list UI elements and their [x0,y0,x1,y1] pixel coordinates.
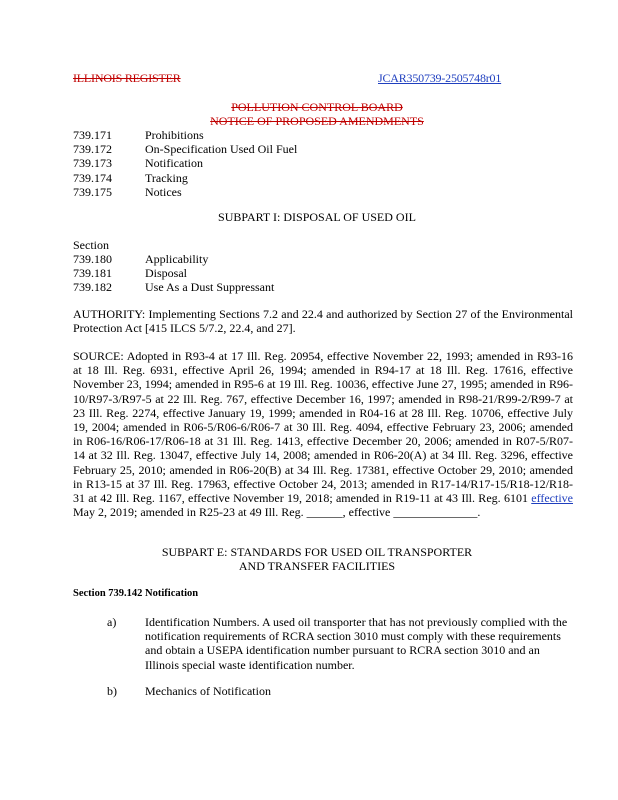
section-title: Disposal [145,266,187,281]
effective-link[interactable]: effective [531,491,573,506]
section-title: On-Specification Used Oil Fuel [145,142,298,157]
authority-paragraph: AUTHORITY: Implementing Sections 7.2 and 22.4 and authorized by Section 27 of the Environmental Protection Act [415 ILCS 5/7.2, 22.4, and 27]. [73,307,573,336]
board-title: POLLUTION CONTROL BOARD [231,100,403,114]
section-column-label: Section [73,238,109,252]
toc-row [73,252,274,266]
toc-row [73,185,297,199]
toc-row [73,266,274,280]
toc-row [73,128,297,142]
table-of-contents-1 [73,128,297,199]
item-text: Mechanics of Notification [145,684,271,698]
section-number: 739.182 [73,280,112,295]
section-number: 739.180 [73,252,112,266]
section-title: Use As a Dust Suppressant [145,280,275,295]
notice-title: NOTICE OF PROPOSED AMENDMENTS [210,114,424,128]
toc-row [73,171,297,185]
item-text: Identification Numbers. A used oil transporter that has not previously complied with the notification requirements of RCRA section 3010 must comply with these requirements and obtain a USEPA identification number pursuant to RCRA section 3010 and an Illinois special waste identification number. [145,615,568,672]
subpart-e-line2: AND TRANSFER FACILITIES [238,559,396,574]
section-title: Notification [145,156,203,171]
section-number: 739.172 [73,142,112,157]
jcar-code-link[interactable]: JCAR350739-2505748r01 [378,71,502,85]
source-text-end: May 2, 2019; amended in R25-23 at 49 Ill. Reg. ______, effective ______________. [73,505,481,520]
table-of-contents-2 [73,252,274,295]
source-paragraph [73,349,573,519]
section-title: Notices [145,184,182,199]
section-title: Prohibitions [145,128,204,142]
toc-row [73,142,297,156]
section-number: 739.181 [73,266,112,281]
section-heading: Section 739.142 Notification [73,588,199,599]
subpart-i-heading: SUBPART I: DISPOSAL OF USED OIL [218,210,416,224]
subpart-e-line1: SUBPART E: STANDARDS FOR USED OIL TRANSPORTER [161,545,473,559]
section-number: 739.171 [73,128,112,142]
section-title: Applicability [145,252,209,266]
item-label: b) [107,684,117,698]
subpart-e-heading [8,545,618,573]
section-number: 739.175 [73,184,112,199]
section-number: 739.174 [73,170,112,185]
register-header: ILLINOIS REGISTER [73,71,181,85]
toc-row [73,280,274,294]
toc-row [73,156,297,170]
item-label: a) [107,615,117,629]
source-text: SOURCE: Adopted in R93-4 at 17 Ill. Reg. 20954, effective November 22, 1993; amended in R93-16 at 18 Ill. Reg. 6931, effective April 26, 1994; amended in R94-17 at 18 Ill. Reg. 17616, effective November 23, 1994; amended in R95-6 at 19 Ill. Reg. 10036, effective June 27, 1995; amended in R96-10/R97-3/R97-5 at 22 Ill. Reg. 767, effective December 16, 1997; amended in R98-21/R99-2/R99-7 at 23 Ill. Reg. 2274, effective January 19, 1999; amended in R04-16 at 28 Ill. Reg. 10706, effective July 19, 2004; amended in R06-5/R06-6/R06-7 at 30 Ill. Reg. 4094, effective February 23, 2006; amended in R06-16/R06-17/R06-18 at 31 Ill. Reg. 1413, effective December 20, 2006; amended in R07-5/R07-14 at 32 Ill. Reg. 13047, effective July 14, 2008; amended in R06-20(A) at 34 Ill. Reg. 3296, effective February 25, 2010; amended in R06-20(B) at 34 Ill. Reg. 17381, effective October 29, 2010; amended in R13-15 at 37 Ill. Reg. 17963, effective October 24, 2013; amended in R17-14/R17-15/R18-12/R18-31 at 42 Ill. Reg. 1167, effective November 19, 2018; amended in R19-11 at 43 Ill. Reg. 6101 [73,349,573,506]
section-title: Tracking [145,170,188,185]
section-number: 739.173 [73,156,112,171]
